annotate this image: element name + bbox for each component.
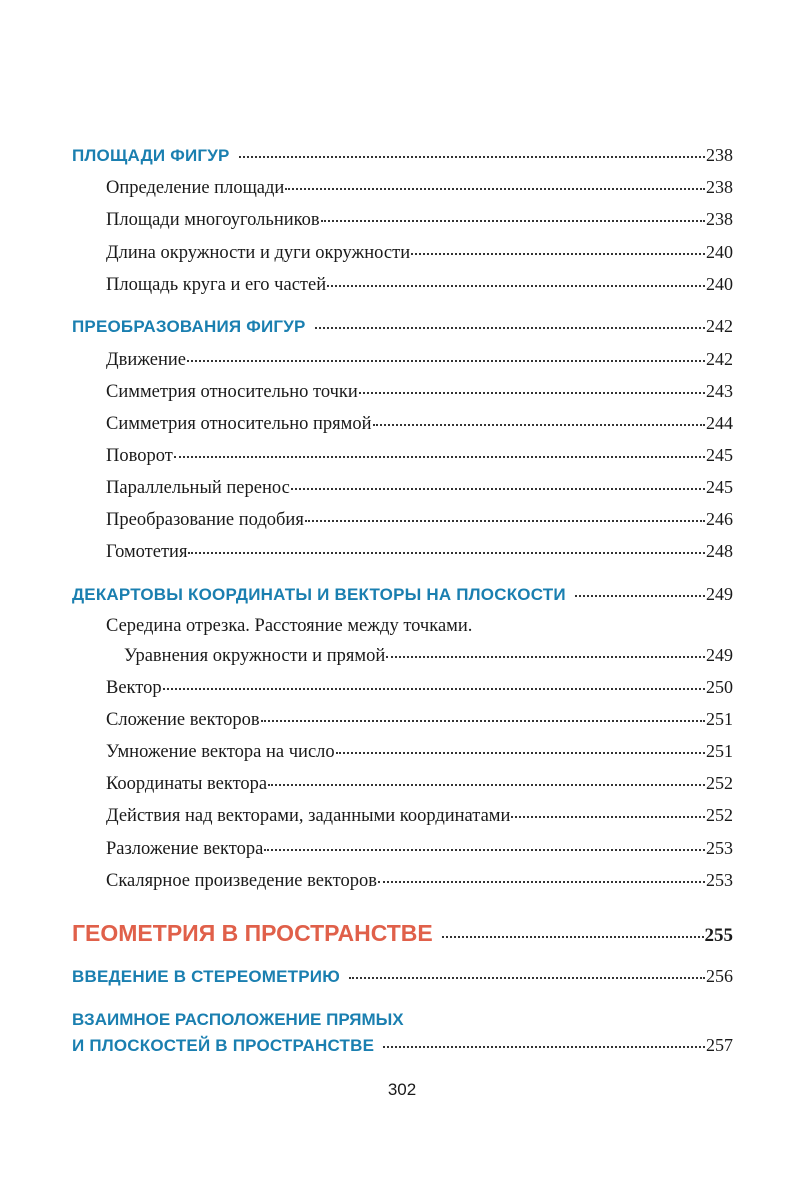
dot-leader [315,326,705,329]
toc-section-areas[interactable] [72,145,733,166]
page-ref: 257 [706,1035,733,1055]
dot-leader [188,551,705,554]
toc-item[interactable] [106,805,733,827]
dot-leader [378,880,705,883]
dot-leader [264,848,705,851]
item-title: Длина окружности и дуги окружности [106,243,411,263]
item-title: Гомотетия [106,542,188,562]
item-title: Площадь круга и его частей [106,275,327,295]
dot-leader [383,1045,705,1048]
page-ref: 256 [706,966,733,986]
page-ref: 246 [706,509,733,529]
page-ref: 240 [706,274,733,294]
toc-item[interactable] [106,838,733,860]
dot-leader [327,284,705,287]
dot-leader [349,976,705,979]
dot-leader [411,252,705,255]
toc-item[interactable] [106,413,733,435]
part-title: ГЕОМЕТРИЯ В ПРОСТРАНСТВЕ [72,920,433,946]
item-title: Действия над векторами, заданными координатами [106,806,511,826]
toc-section-stereometry[interactable] [72,966,733,987]
dot-leader [321,219,705,222]
page-ref: 243 [706,381,733,401]
toc-section-coordinates-vectors[interactable] [72,584,733,605]
page-number: 302 [387,1080,417,1099]
toc-item[interactable] [106,741,733,763]
toc-item[interactable] [106,509,733,531]
page-ref: 242 [706,316,733,336]
item-title: Движение [106,350,187,370]
dot-leader [305,519,705,522]
page-ref: 242 [706,349,733,369]
dot-leader [163,687,705,690]
toc-item[interactable] [106,541,733,563]
section-title: И ПЛОСКОСТЕЙ В ПРОСТРАНСТВЕ [72,1036,375,1055]
item-title: Определение площади [106,178,285,198]
item-title: Умножение вектора на число [106,742,335,762]
page-ref: 255 [704,925,733,946]
page-ref: 244 [706,413,733,433]
item-title: Симметрия относительно точки [106,382,358,402]
page-ref: 245 [706,477,733,497]
dot-leader [359,391,705,394]
toc-item[interactable] [106,209,733,231]
dot-leader [261,719,705,722]
page-ref: 248 [706,541,733,561]
item-title: Преобразование подобия [106,510,304,530]
item-title: Площади многоугольников [106,210,320,230]
dot-leader [174,455,705,458]
page-ref: 253 [706,838,733,858]
dot-leader [187,359,705,362]
item-title: Сложение векторов [106,710,260,730]
page-ref: 252 [706,805,733,825]
toc-item[interactable] [106,477,733,499]
item-title: Параллельный перенос [106,478,290,498]
page-ref: 252 [706,773,733,793]
section-title: ПЛОЩАДИ ФИГУР [72,146,230,165]
toc-item[interactable] [106,349,733,371]
page-ref: 238 [706,209,733,229]
dot-leader [268,783,705,786]
page-ref: 238 [706,145,733,165]
toc-section-first-line[interactable]: ВЗАИМНОЕ РАСПОЛОЖЕНИЕ ПРЯМЫХ [72,1010,404,1029]
item-title: Разложение вектора [106,839,264,859]
page-ref: 249 [706,584,733,604]
page-ref: 253 [706,870,733,890]
section-title: ВВЕДЕНИЕ В СТЕРЕОМЕТРИЮ [72,967,340,986]
page-ref: 240 [706,242,733,262]
toc-section-transformations[interactable] [72,316,733,337]
dot-leader [386,655,705,658]
page-ref: 249 [706,645,733,665]
toc-item[interactable] [106,677,733,699]
page-ref: 251 [706,709,733,729]
page-ref: 251 [706,741,733,761]
dot-leader [575,594,705,597]
dot-leader [285,187,705,190]
page-ref: 250 [706,677,733,697]
toc-item[interactable] [106,870,733,892]
item-title: Координаты вектора [106,774,268,794]
page-ref: 245 [706,445,733,465]
dot-leader [442,935,704,938]
page-ref: 238 [706,177,733,197]
section-title: ДЕКАРТОВЫ КООРДИНАТЫ И ВЕКТОРЫ НА ПЛОСКОСТИ [72,585,566,604]
item-title: Симметрия относительно прямой [106,414,372,434]
item-title: Уравнения окружности и прямой [124,646,386,666]
dot-leader [511,815,705,818]
toc-item[interactable] [106,773,733,795]
toc-item[interactable] [106,274,733,296]
dot-leader [336,751,705,754]
item-title: Скалярное произведение векторов [106,871,377,891]
toc-item[interactable] [106,709,733,731]
item-title: Поворот [106,446,173,466]
toc-item[interactable] [106,177,733,199]
item-title: Вектор [106,678,162,698]
toc-item-first-line[interactable]: Середина отрезка. Расстояние между точками. [106,616,473,636]
dot-leader [291,487,705,490]
dot-leader [373,423,705,426]
toc-part-space-geometry[interactable] [72,920,733,947]
toc-item[interactable] [106,242,733,264]
section-title: ПРЕОБРАЗОВАНИЯ ФИГУР [72,317,306,336]
toc-item[interactable] [124,645,733,667]
toc-item[interactable] [106,445,733,467]
toc-item[interactable] [106,381,733,403]
dot-leader [239,155,705,158]
toc-section-lines-planes[interactable] [72,1035,733,1056]
